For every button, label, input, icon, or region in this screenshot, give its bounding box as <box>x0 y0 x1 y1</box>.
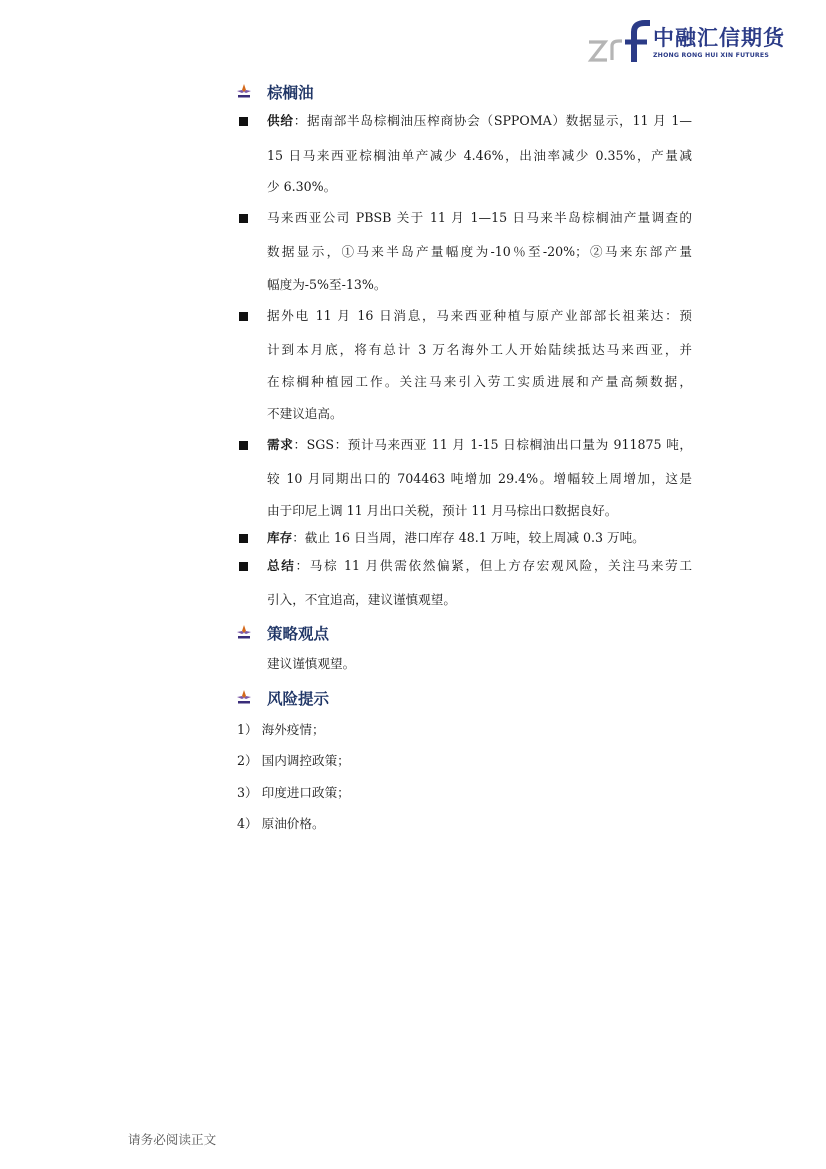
square-bullet-icon <box>239 562 248 571</box>
risk-number: 1） <box>237 722 258 737</box>
bullet-text: ：截止 16 日当周，港口库存 48.1 万吨，较上周减 0.3 万吨。 <box>292 530 645 545</box>
bullet-text: 不建议追高。 <box>267 406 343 421</box>
risk-item <box>237 784 350 802</box>
bullet-text: 较 10 月同期出口的 704463 吨增加 29.4%。增幅较上周增加，这是 <box>267 471 692 486</box>
heading-bullet-icon <box>237 84 251 98</box>
bullet-text: ：马棕 11 月供需依然偏紧，但上方存宏观风险，关注马来劳工 <box>295 558 692 573</box>
square-bullet-icon <box>239 441 248 450</box>
square-bullet-icon <box>239 214 248 223</box>
bullet-text: 少 6.30%。 <box>267 179 337 194</box>
bullet-text: 数据显示，①马来半岛产量幅度为-10％至-20%；②马来东部产量 <box>267 244 692 259</box>
square-bullet-icon <box>239 312 248 321</box>
bullet-labor <box>237 307 695 427</box>
bullet-label: 需求 <box>267 437 294 452</box>
bullet-text: 引入，不宜追高，建议谨慎观望。 <box>267 592 456 607</box>
section-title: 风险提示 <box>267 690 330 708</box>
risk-item <box>237 721 325 739</box>
logo-mark-icon <box>587 20 653 64</box>
bullet-text: 据外电 11 月 16 日消息，马来西亚种植与原产业部部长祖莱达：预 <box>267 308 692 323</box>
risk-text: 海外疫情； <box>261 722 325 737</box>
bullet-inventory <box>237 529 695 549</box>
heading-bullet-icon <box>237 625 251 639</box>
section-title: 策略观点 <box>267 625 330 643</box>
bullet-text: 计到本月底，将有总计 3 万名海外工人开始陆续抵达马来西亚，并 <box>267 342 692 357</box>
company-logo <box>587 20 785 64</box>
bullet-text: 幅度为-5%至-13%。 <box>267 277 387 292</box>
bullet-label: 总结 <box>267 558 296 573</box>
risk-number: 2） <box>237 753 258 768</box>
bullet-demand <box>237 436 695 526</box>
bullet-text: 在棕榈种植园工作。关注马来引入劳工实质进展和产量高频数据， <box>267 374 692 389</box>
risk-text: 印度进口政策； <box>261 785 350 800</box>
bullet-text: ：据南部半岛棕榈油压榨商协会（SPPOMA）数据显示，11 月 1— <box>293 113 692 128</box>
bullet-label: 库存 <box>267 530 293 545</box>
heading-bullet-icon <box>237 690 251 704</box>
bullet-pbsb <box>237 209 695 299</box>
footer-disclaimer: 请务必阅读正文 <box>128 1132 217 1147</box>
bullet-supply <box>237 112 695 202</box>
strategy-body: 建议谨慎观望。 <box>267 656 356 671</box>
square-bullet-icon <box>239 534 248 543</box>
risk-item <box>237 815 325 833</box>
square-bullet-icon <box>239 117 248 126</box>
bullet-text: 15 日马来西亚棕榈油单产减少 4.46%，出油率减少 0.35%，产量减 <box>267 148 692 163</box>
risk-text: 国内调控政策； <box>261 753 350 768</box>
bullet-summary <box>237 557 695 612</box>
risk-item <box>237 752 350 770</box>
section-title: 棕榈油 <box>267 84 314 102</box>
bullet-text: ：SGS：预计马来西亚 11 月 1-15 日棕榈油出口量为 911875 吨， <box>293 437 692 452</box>
risk-text: 原油价格。 <box>261 816 325 831</box>
risk-number: 3） <box>237 785 258 800</box>
logo-en-text: ZHONG RONG HUI XIN FUTURES <box>653 52 769 59</box>
bullet-text: 马来西亚公司 PBSB 关于 11 月 1—15 日马来半岛棕榈油产量调查的 <box>267 210 692 225</box>
logo-cn-text: 中融汇信期货 <box>653 26 785 50</box>
bullet-label: 供给 <box>267 113 294 128</box>
bullet-text: 由于印尼上调 11 月出口关税，预计 11 月马棕出口数据良好。 <box>267 503 618 518</box>
risk-number: 4） <box>237 816 258 831</box>
